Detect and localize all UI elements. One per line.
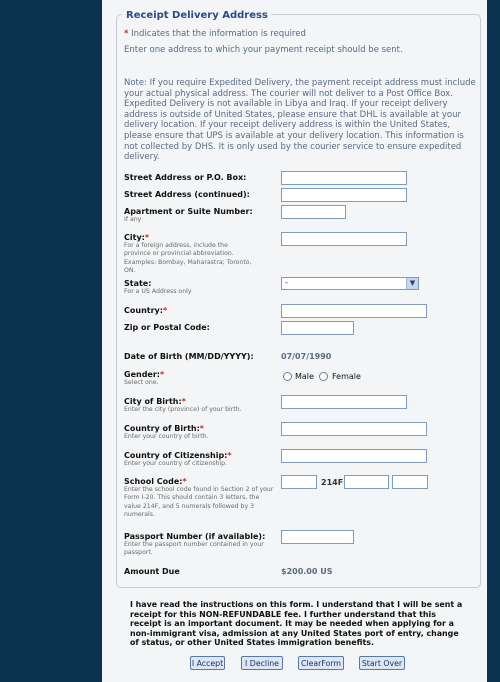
city-of-birth-input[interactable] <box>281 395 407 409</box>
decline-button[interactable]: I Decline <box>241 656 283 670</box>
required-star: * <box>199 424 204 433</box>
dob-label: Date of Birth (MM/DD/YYYY): <box>124 352 254 361</box>
country-of-birth-label <box>124 424 204 433</box>
required-star: * <box>124 29 129 39</box>
citizenship-hint: Enter your country of citizenship. <box>124 460 228 467</box>
school-code-label-text: School Code: <box>124 477 183 486</box>
dob-value: 07/07/1990 <box>281 352 332 361</box>
gender-female-radio[interactable] <box>319 372 328 381</box>
street2-input[interactable] <box>281 188 407 202</box>
gender-label-text: Gender: <box>124 370 160 379</box>
city-of-birth-hint: Enter the city (province) of your birth. <box>124 406 242 413</box>
country-input[interactable] <box>281 304 427 318</box>
accept-button[interactable]: I Accept <box>190 656 225 670</box>
school-code-label <box>124 477 187 486</box>
apartment-hint: If any <box>124 216 142 223</box>
required-star: * <box>227 451 232 460</box>
state-hint: For a US Address only <box>124 288 192 295</box>
gender-label <box>124 370 164 379</box>
city-label-text: City: <box>124 233 145 242</box>
street1-input[interactable] <box>281 171 407 185</box>
gender-hint: Select one. <box>124 379 159 386</box>
section-title: Receipt Delivery Address <box>122 10 272 21</box>
required-note-text: Indicates that the information is required <box>131 29 306 39</box>
state-select[interactable] <box>281 277 419 290</box>
required-star: * <box>162 306 168 315</box>
passport-hint: Enter the passport number contained in your passport. <box>124 541 264 557</box>
zip-label: Zip or Postal Code: <box>124 323 210 332</box>
school-code-fixed: 214F <box>321 478 344 487</box>
agreement-text: I have read the instructions on this form. I understand that I will be sent a receipt for this NON-REFUNDABLE fee. I further understand that this receipt is an important document. It may be needed when applying for a non-immigrant visa, admission at any United States port of entry, change of status, or other United States immigration benefits. <box>130 600 463 648</box>
state-selected-value: - <box>285 278 288 287</box>
amount-due-value: $200.00 US <box>281 567 333 576</box>
country-of-birth-hint: Enter your country of birth. <box>124 433 209 440</box>
street1-label: Street Address or P.O. Box: <box>124 173 247 182</box>
citizenship-input[interactable] <box>281 449 427 463</box>
gender-male-radio[interactable] <box>283 372 292 381</box>
intro-text: Enter one address to which your payment receipt should be sent. <box>124 45 403 55</box>
clear-form-button[interactable]: ClearForm <box>298 656 344 670</box>
required-star: * <box>144 233 150 242</box>
country-of-birth-label-text: Country of Birth: <box>124 424 200 433</box>
zip-input[interactable] <box>281 321 354 335</box>
country-label-text: Country: <box>124 306 163 315</box>
required-star: * <box>181 397 186 406</box>
amount-due-label: Amount Due <box>124 567 180 576</box>
city-of-birth-label-text: City of Birth: <box>124 397 182 406</box>
city-hint: For a foreign address, include the province or provincial abbreviation. Examples: Bombay, Maharastra; Toronto, ON. <box>124 242 252 275</box>
required-star: * <box>182 477 187 486</box>
apartment-label: Apartment or Suite Number: <box>124 207 253 216</box>
chevron-down-icon[interactable]: ▼ <box>406 278 418 289</box>
right-sidebar <box>487 0 500 682</box>
citizenship-label <box>124 451 232 460</box>
citizenship-label-text: Country of Citizenship: <box>124 451 228 460</box>
passport-input[interactable] <box>281 530 354 544</box>
school-code-numerals-input[interactable] <box>344 475 389 489</box>
gender-male-label: Male <box>295 372 314 381</box>
city-label <box>124 233 149 242</box>
school-code-letters-input[interactable] <box>281 475 317 489</box>
street2-label: Street Address (continued): <box>124 190 250 199</box>
country-of-birth-input[interactable] <box>281 422 427 436</box>
gender-female-label: Female <box>332 372 361 381</box>
passport-label: Passport Number (if available): <box>124 532 266 541</box>
required-note <box>124 29 306 39</box>
left-sidebar <box>0 0 102 682</box>
state-label: State: <box>124 279 152 288</box>
school-code-suffix-input[interactable] <box>392 475 428 489</box>
city-of-birth-label <box>124 397 186 406</box>
expedited-note: Note: If you require Expedited Delivery, the payment receipt address must include your actual physical address. The courier will not deliver to a Post Office Box. Expedited Delivery is not available in Libya and Iraq. If your receipt delivery address is outside of United States, please ensure that DHL is available at your delivery location. If your receipt delivery address is within the United States, please ensure that UPS is available at your delivery location. This information is not collected by DHS. It is only used by the courier service to ensure expedited delivery. <box>124 78 476 163</box>
apartment-input[interactable] <box>281 205 346 219</box>
start-over-button[interactable]: Start Over <box>359 656 405 670</box>
school-code-hint: Enter the school code found in Section 2 of your Form I-20. This should contain 3 letters, the value 214F, and 5 numerals followed by 3 numerals. <box>124 486 274 519</box>
city-input[interactable] <box>281 232 407 246</box>
required-star: * <box>159 370 165 379</box>
country-label <box>124 306 167 315</box>
